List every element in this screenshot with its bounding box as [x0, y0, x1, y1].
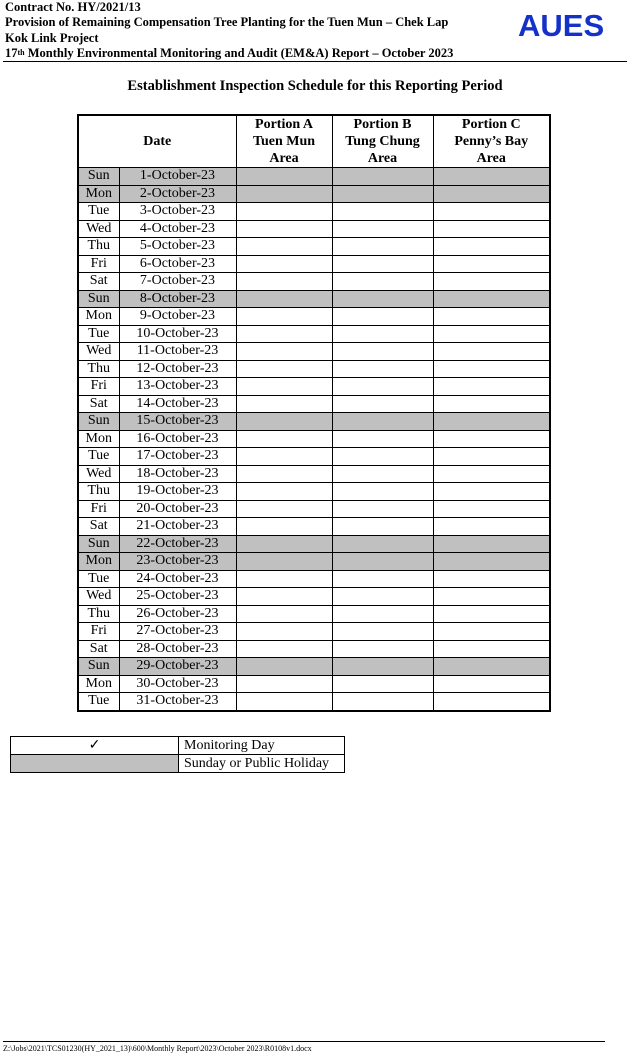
day-cell: Mon [78, 675, 119, 693]
day-cell: Tue [78, 448, 119, 466]
day-cell: Thu [78, 238, 119, 256]
portion-c-cell [433, 168, 550, 186]
footer-divider [3, 1041, 605, 1042]
project-title-line1: Provision of Remaining Compensation Tree Planting for the Tuen Mun – Chek Lap [5, 15, 449, 30]
portion-c-cell [433, 290, 550, 308]
portion-b-cell [332, 675, 433, 693]
date-cell: 25-October-23 [119, 588, 236, 606]
day-cell: Tue [78, 203, 119, 221]
portion-c-cell [433, 255, 550, 273]
portion-b-cell [332, 693, 433, 711]
portion-b-cell [332, 500, 433, 518]
table-row [78, 220, 550, 238]
day-cell: Thu [78, 360, 119, 378]
table-row [78, 238, 550, 256]
inspection-schedule-table [77, 114, 551, 712]
date-cell: 3-October-23 [119, 203, 236, 221]
portion-b-cell [332, 483, 433, 501]
date-cell: 30-October-23 [119, 675, 236, 693]
report-title [5, 46, 505, 61]
date-cell: 12-October-23 [119, 360, 236, 378]
portion-c-cell [433, 343, 550, 361]
day-cell: Sat [78, 395, 119, 413]
date-cell: 24-October-23 [119, 570, 236, 588]
portion-c-cell [433, 675, 550, 693]
portion-a-cell [236, 395, 332, 413]
legend-holiday: Sunday or Public Holiday [179, 755, 345, 773]
day-cell: Mon [78, 430, 119, 448]
table-row [78, 518, 550, 536]
portion-a-cell [236, 185, 332, 203]
portion-c-cell [433, 605, 550, 623]
portion-a-cell [236, 220, 332, 238]
portion-a-cell [236, 325, 332, 343]
day-cell: Fri [78, 255, 119, 273]
portion-a-cell [236, 448, 332, 466]
portion-c-cell [433, 203, 550, 221]
portion-b-cell [332, 378, 433, 396]
day-cell: Fri [78, 378, 119, 396]
legend-row-holiday [11, 755, 345, 773]
portion-a-cell [236, 238, 332, 256]
file-path-footer: Z:\Jobs\2021\TCS01230(HY_2021_13)\600\Monthly Report\2023\October 2023\R0108v1.docx [3, 1044, 312, 1053]
portion-b-cell [332, 308, 433, 326]
day-cell: Sun [78, 290, 119, 308]
portion-a-cell [236, 535, 332, 553]
day-cell: Sun [78, 413, 119, 431]
day-cell: Sat [78, 518, 119, 536]
header-portion-a-line3: Area [269, 151, 299, 166]
day-cell: Fri [78, 623, 119, 641]
date-cell: 7-October-23 [119, 273, 236, 291]
day-cell: Wed [78, 588, 119, 606]
portion-b-cell [332, 255, 433, 273]
table-row [78, 500, 550, 518]
report-ordinal: 17 [5, 46, 18, 61]
portion-a-cell [236, 675, 332, 693]
portion-c-cell [433, 658, 550, 676]
date-cell: 26-October-23 [119, 605, 236, 623]
date-cell: 5-October-23 [119, 238, 236, 256]
portion-b-cell [332, 395, 433, 413]
schedule-title: Establishment Inspection Schedule for this Reporting Period [127, 78, 503, 94]
table-row [78, 588, 550, 606]
portion-c-cell [433, 623, 550, 641]
portion-b-cell [332, 273, 433, 291]
portion-a-cell [236, 623, 332, 641]
table-row [78, 605, 550, 623]
portion-b-cell [332, 290, 433, 308]
header-portion-b-line1: Portion B [353, 117, 412, 132]
table-row [78, 325, 550, 343]
table-row [78, 290, 550, 308]
portion-c-cell [433, 570, 550, 588]
date-cell: 21-October-23 [119, 518, 236, 536]
date-cell: 20-October-23 [119, 500, 236, 518]
table-row [78, 465, 550, 483]
date-cell: 15-October-23 [119, 413, 236, 431]
portion-b-cell [332, 605, 433, 623]
schedule-body [78, 168, 550, 711]
portion-c-cell [433, 325, 550, 343]
date-cell: 27-October-23 [119, 623, 236, 641]
portion-b-cell [332, 623, 433, 641]
day-cell: Sat [78, 273, 119, 291]
date-cell: 11-October-23 [119, 343, 236, 361]
portion-c-cell [433, 500, 550, 518]
date-cell: 31-October-23 [119, 693, 236, 711]
document-header [5, 0, 505, 62]
day-cell: Wed [78, 465, 119, 483]
header-portion-c [433, 115, 550, 168]
table-row [78, 693, 550, 711]
portion-b-cell [332, 658, 433, 676]
day-cell: Sat [78, 640, 119, 658]
portion-a-cell [236, 378, 332, 396]
portion-c-cell [433, 553, 550, 571]
portion-a-cell [236, 640, 332, 658]
day-cell: Tue [78, 325, 119, 343]
portion-a-cell [236, 413, 332, 431]
portion-b-cell [332, 413, 433, 431]
portion-b-cell [332, 553, 433, 571]
day-cell: Mon [78, 308, 119, 326]
portion-a-cell [236, 168, 332, 186]
table-row [78, 675, 550, 693]
portion-c-cell [433, 693, 550, 711]
portion-c-cell [433, 378, 550, 396]
portion-b-cell [332, 570, 433, 588]
date-cell: 18-October-23 [119, 465, 236, 483]
table-row [78, 185, 550, 203]
portion-a-cell [236, 518, 332, 536]
header-portion-a-line2: Tuen Mun [252, 134, 316, 149]
portion-a-cell [236, 553, 332, 571]
portion-a-cell [236, 290, 332, 308]
day-cell: Mon [78, 185, 119, 203]
table-row [78, 378, 550, 396]
portion-b-cell [332, 535, 433, 553]
table-row [78, 273, 550, 291]
date-cell: 29-October-23 [119, 658, 236, 676]
portion-b-cell [332, 588, 433, 606]
header-divider [3, 61, 627, 62]
portion-a-cell [236, 500, 332, 518]
portion-c-cell [433, 448, 550, 466]
date-cell: 22-October-23 [119, 535, 236, 553]
legend-row-monitoring [11, 737, 345, 755]
date-cell: 13-October-23 [119, 378, 236, 396]
portion-c-cell [433, 465, 550, 483]
header-portion-c-line2: Penny’s Bay [454, 134, 529, 149]
portion-b-cell [332, 168, 433, 186]
portion-c-cell [433, 535, 550, 553]
legend-table [10, 736, 345, 773]
table-row [78, 640, 550, 658]
portion-b-cell [332, 448, 433, 466]
legend-monitoring-day: Monitoring Day [179, 737, 345, 755]
portion-a-cell [236, 308, 332, 326]
day-cell: Mon [78, 553, 119, 571]
date-cell: 1-October-23 [119, 168, 236, 186]
portion-a-cell [236, 693, 332, 711]
portion-a-cell [236, 273, 332, 291]
portion-c-cell [433, 185, 550, 203]
portion-c-cell [433, 220, 550, 238]
date-cell: 2-October-23 [119, 185, 236, 203]
date-cell: 23-October-23 [119, 553, 236, 571]
portion-a-cell [236, 658, 332, 676]
table-row [78, 658, 550, 676]
header-portion-b-line3: Area [367, 151, 398, 166]
portion-b-cell [332, 518, 433, 536]
aues-logo: AUES [518, 8, 605, 43]
portion-b-cell [332, 343, 433, 361]
day-cell: Thu [78, 605, 119, 623]
portion-b-cell [332, 238, 433, 256]
portion-b-cell [332, 360, 433, 378]
portion-b-cell [332, 185, 433, 203]
header-portion-a [236, 115, 332, 168]
day-cell: Sun [78, 168, 119, 186]
portion-a-cell [236, 360, 332, 378]
portion-c-cell [433, 273, 550, 291]
portion-b-cell [332, 430, 433, 448]
table-row [78, 483, 550, 501]
date-cell: 9-October-23 [119, 308, 236, 326]
grey-swatch [11, 755, 179, 773]
portion-c-cell [433, 413, 550, 431]
portion-a-cell [236, 483, 332, 501]
day-cell: Tue [78, 570, 119, 588]
portion-c-cell [433, 308, 550, 326]
day-cell: Sun [78, 535, 119, 553]
project-title-line2: Kok Link Project [5, 30, 99, 45]
report-ordinal-suffix: th [17, 48, 25, 58]
table-row [78, 430, 550, 448]
date-cell: 10-October-23 [119, 325, 236, 343]
portion-a-cell [236, 570, 332, 588]
day-cell: Sun [78, 658, 119, 676]
portion-b-cell [332, 325, 433, 343]
portion-a-cell [236, 203, 332, 221]
header-portion-a-line1: Portion A [255, 117, 313, 132]
portion-a-cell [236, 343, 332, 361]
day-cell: Fri [78, 500, 119, 518]
date-cell: 8-October-23 [119, 290, 236, 308]
portion-c-cell [433, 640, 550, 658]
portion-b-cell [332, 220, 433, 238]
table-row [78, 343, 550, 361]
portion-b-cell [332, 203, 433, 221]
portion-c-cell [433, 430, 550, 448]
table-row [78, 360, 550, 378]
table-row [78, 395, 550, 413]
report-title-text: Monthly Environmental Monitoring and Audit (EM&A) Report – October 2023 [24, 46, 454, 61]
portion-a-cell [236, 255, 332, 273]
portion-a-cell [236, 465, 332, 483]
table-row [78, 448, 550, 466]
table-header-row [78, 115, 550, 168]
table-row [78, 168, 550, 186]
portion-a-cell [236, 430, 332, 448]
portion-c-cell [433, 588, 550, 606]
header-portion-b [332, 115, 433, 168]
portion-a-cell [236, 605, 332, 623]
day-cell: Wed [78, 220, 119, 238]
date-cell: 17-October-23 [119, 448, 236, 466]
table-row [78, 570, 550, 588]
day-cell: Tue [78, 693, 119, 711]
header-date: Date [78, 115, 236, 168]
header-portion-c-line1: Portion C [461, 117, 521, 132]
portion-c-cell [433, 483, 550, 501]
contract-number: Contract No. HY/2021/13 [5, 0, 141, 14]
date-cell: 14-October-23 [119, 395, 236, 413]
portion-c-cell [433, 238, 550, 256]
portion-a-cell [236, 588, 332, 606]
portion-c-cell [433, 360, 550, 378]
day-cell: Wed [78, 343, 119, 361]
check-icon: ✓ [11, 737, 179, 755]
table-row [78, 413, 550, 431]
date-cell: 4-October-23 [119, 220, 236, 238]
portion-c-cell [433, 518, 550, 536]
date-cell: 28-October-23 [119, 640, 236, 658]
table-row [78, 623, 550, 641]
portion-b-cell [332, 640, 433, 658]
date-cell: 16-October-23 [119, 430, 236, 448]
table-row [78, 308, 550, 326]
date-cell: 19-October-23 [119, 483, 236, 501]
date-cell: 6-October-23 [119, 255, 236, 273]
table-row [78, 203, 550, 221]
day-cell: Thu [78, 483, 119, 501]
header-portion-b-line2: Tung Chung [345, 134, 420, 149]
table-row [78, 553, 550, 571]
portion-b-cell [332, 465, 433, 483]
table-row [78, 255, 550, 273]
portion-c-cell [433, 395, 550, 413]
table-row [78, 535, 550, 553]
header-portion-c-line3: Area [476, 151, 506, 166]
